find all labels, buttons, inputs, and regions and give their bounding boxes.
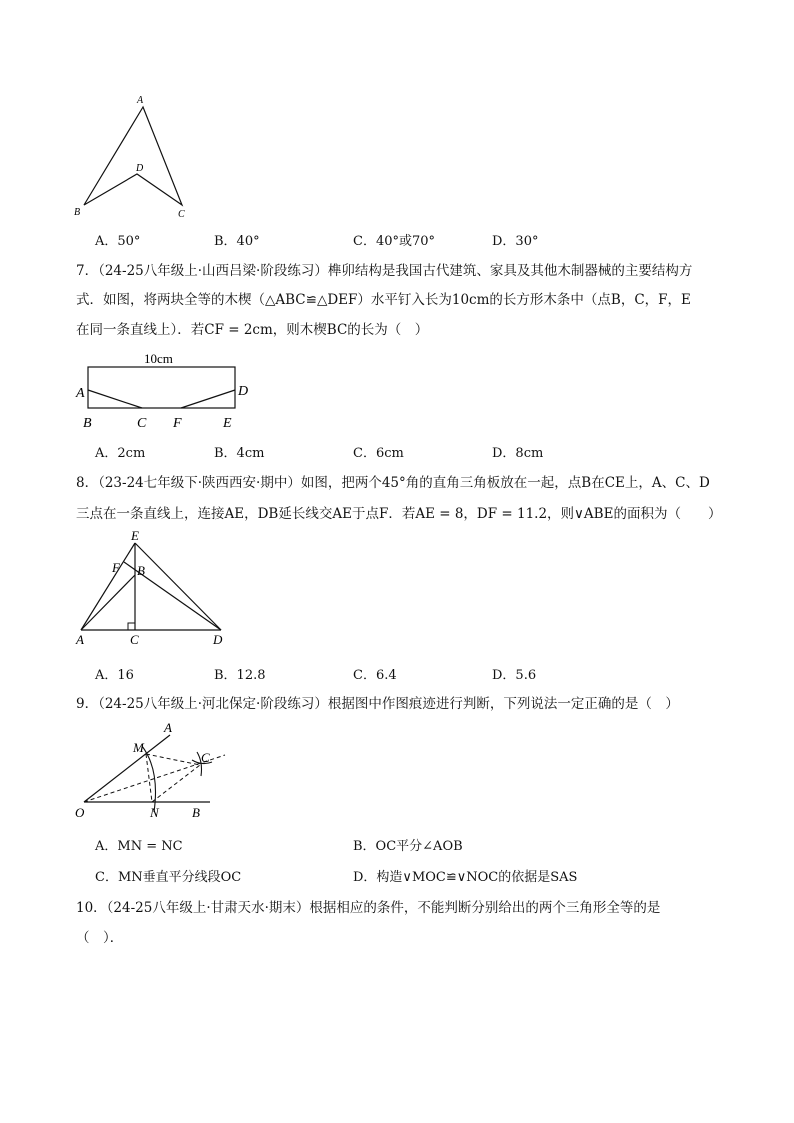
q7-label-a: A	[76, 386, 85, 401]
q8-segment-ae	[81, 543, 135, 630]
q9-label-b: B	[192, 805, 200, 820]
q7-label-b: B	[83, 416, 92, 431]
q7-label-10cm: 10cm	[144, 351, 173, 366]
q9-figure	[70, 720, 240, 830]
q7-wedge-abc	[88, 390, 142, 408]
q7-figure	[70, 345, 270, 430]
q9-label-m: M	[133, 740, 144, 755]
q7-option-b: B．4cm	[214, 446, 265, 461]
q7-line-3: 在同一条直线上）．若CF = 2cm，则木楔BC的长为（ ）	[76, 322, 429, 338]
q9-segment-mc-dashed	[146, 754, 200, 765]
q6-option-a: A．50°	[95, 234, 141, 249]
q9-ray-oa	[84, 735, 170, 802]
q8-option-b: B．12.8	[214, 668, 266, 683]
q6-quadrilateral	[84, 107, 182, 205]
q7-line-2: 式．如图，将两块全等的木楔（△ABC≌△DEF）水平钉入长为10cm的长方形木条中（点B，C，F，E	[76, 292, 691, 308]
q8-option-a: A．16	[95, 668, 134, 683]
q6-figure	[70, 95, 200, 225]
q6-label-b: B	[74, 207, 81, 218]
q8-label-b: B	[137, 563, 145, 578]
q7-line-1: 7．（24-25八年级上·山西吕梁·阶段练习）榫卯结构是我国古代建筑、家具及其他木制器械的主要结构方	[76, 263, 693, 279]
q6-label-d: D	[136, 163, 144, 174]
q8-label-d: D	[213, 632, 223, 647]
q8-label-c: C	[130, 632, 139, 647]
q9-segment-mn-dashed	[146, 754, 152, 802]
q8-label-f: F	[112, 560, 120, 575]
q8-segment-ed	[135, 543, 221, 630]
q8-option-d: D．5.6	[492, 668, 537, 683]
q9-option-b: B．OC平分∠AOB	[353, 839, 463, 854]
q7-wood-strip	[88, 367, 235, 408]
q8-figure	[70, 530, 250, 650]
q7-option-c: C．6cm	[353, 446, 404, 461]
q7-label-f: F	[173, 416, 182, 431]
q9-label-a: A	[164, 720, 172, 735]
q7-wedge-def	[181, 390, 235, 408]
q10-line-1: 10．（24-25八年级上·甘肃天水·期末）根据相应的条件，不能判断分别给出的两个三角形全等的是	[76, 900, 661, 916]
q9-segment-nc-dashed	[152, 765, 200, 802]
q6-label-a: A	[137, 95, 144, 106]
q9-option-c: C．MN垂直平分线段OC	[95, 870, 242, 885]
q6-option-d: D．30°	[492, 234, 539, 249]
q6-option-b: B．40°	[214, 234, 260, 249]
q6-label-c: C	[178, 209, 185, 220]
q9-option-a: A．MN = NC	[95, 839, 183, 854]
q8-line-2: 三点在一条直线上，连接AE，DB延长线交AE于点F．若AE = 8，DF = 11.2，则∨ABE的面积为（ ）	[76, 506, 722, 522]
q8-right-angle-mark	[128, 623, 135, 630]
q8-label-e: E	[131, 528, 139, 543]
q8-label-a: A	[76, 632, 84, 647]
q9-label-c: C	[201, 750, 210, 765]
q7-option-d: D．8cm	[492, 446, 544, 461]
q9-option-d: D．构造∨MOC≌∨NOC的依据是SAS	[353, 870, 578, 885]
q6-option-c: C．40°或70°	[353, 234, 436, 249]
q8-segment-ab	[81, 575, 135, 630]
q7-label-e: E	[223, 416, 232, 431]
q9-line-1: 9．（24-25八年级上·河北保定·阶段练习）根据图中作图痕迹进行判断，下列说法一定正确的是（ ）	[76, 696, 679, 712]
q9-label-o: O	[75, 805, 85, 820]
q9-label-n: N	[150, 805, 159, 820]
q7-option-a: A．2cm	[95, 446, 146, 461]
q8-option-c: C．6.4	[353, 668, 397, 683]
q8-line-1: 8．（23-24七年级下·陕西西安·期中）如图，把两个45°角的直角三角板放在一起，点B在CE上，A、C、D	[76, 475, 710, 491]
q10-line-2: （ ）．	[76, 930, 124, 946]
q7-label-c: C	[137, 416, 147, 431]
q7-label-d: D	[238, 384, 249, 399]
